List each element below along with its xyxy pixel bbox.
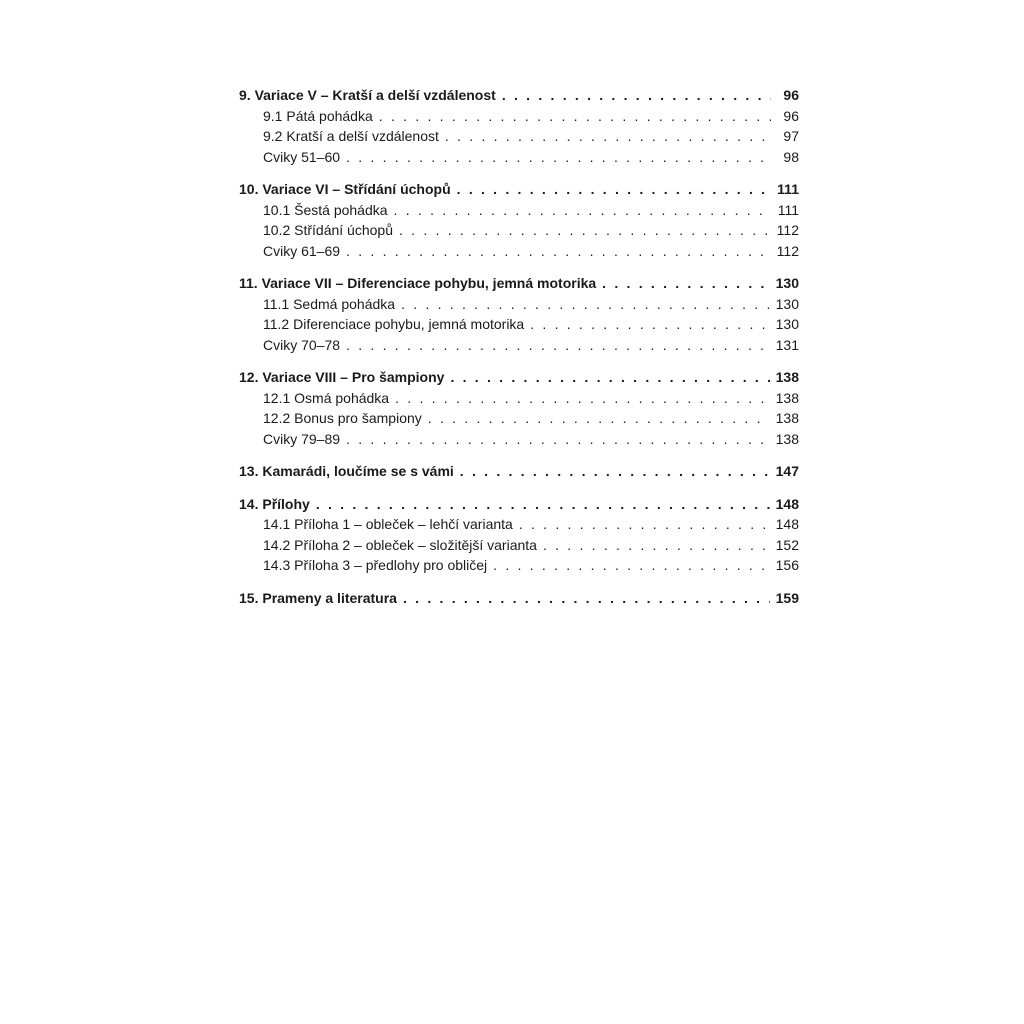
toc-chapter-title: 11. Variace VII – Diferenciace pohybu, jemná motorika [239,275,597,291]
toc-subsection-row[interactable] [239,314,799,335]
toc-chapter-title: 9. Variace V – Kratší a delší vzdálenost [239,87,496,103]
toc-chapter-row[interactable] [239,461,799,482]
toc-page-number: 130 [775,275,799,291]
dot-leader [543,535,770,556]
toc-chapter-title: 10. Variace VI – Střídání úchopů [239,181,451,197]
toc-page-number: 111 [777,181,799,197]
dot-leader [530,314,769,335]
toc-chapter-title: 12. Variace VIII – Pro šampiony [239,369,445,385]
toc-subsection-row[interactable] [239,388,799,409]
toc-section [239,367,799,449]
toc-page-number: 130 [775,316,799,332]
dot-leader [399,220,771,241]
toc-subsection-title: Cviky 51–60 [263,148,341,165]
toc-page-number: 97 [783,128,799,144]
dot-leader [346,241,771,262]
toc-subsection-title: 12.2 Bonus pro šampiony [263,410,422,426]
toc-page-number: 96 [783,107,799,124]
toc-subsection-title: 9.1 Pátá pohádka [263,107,373,124]
toc-subsection-row[interactable] [239,535,799,556]
dot-leader [403,588,770,609]
toc-chapter-row[interactable] [239,367,799,388]
toc-page-number: 159 [775,589,799,606]
toc-page-number: 147 [775,463,799,479]
table-of-contents [239,85,799,620]
dot-leader [395,388,770,409]
toc-subsection-title: 11.1 Sedmá pohádka [263,295,396,312]
toc-page-number: 138 [775,369,799,385]
dot-leader [316,494,770,515]
toc-page-number: 152 [775,536,799,553]
toc-subsection-row[interactable] [239,335,799,356]
toc-page-number: 138 [775,410,799,426]
toc-subsection-title: 14.2 Příloha 2 – obleček – složitější varianta [263,536,537,553]
toc-page-number: 131 [775,336,799,353]
toc-chapter-row[interactable] [239,179,799,200]
dot-leader [502,85,771,106]
dot-leader [460,461,770,482]
toc-chapter-title: 14. Přílohy [239,495,310,512]
toc-page-number: 98 [783,148,799,165]
dot-leader [346,147,771,168]
toc-subsection-row[interactable] [239,514,799,535]
toc-subsection-title: 10.1 Šestá pohádka [263,201,388,218]
toc-subsection-row[interactable] [239,200,799,221]
toc-chapter-row[interactable] [239,273,799,294]
dot-leader [394,200,771,221]
toc-subsection-title: 14.3 Příloha 3 – předlohy pro obličej [263,557,488,573]
toc-subsection-row[interactable] [239,555,799,576]
toc-subsection-row[interactable] [239,126,799,147]
toc-chapter-title: 13. Kamarádi, loučíme se s vámi [239,463,454,479]
dot-leader [450,367,769,388]
dot-leader [519,514,770,535]
toc-page-number: 138 [775,389,799,406]
toc-subsection-row[interactable] [239,220,799,241]
dot-leader [346,335,770,356]
toc-chapter-row[interactable] [239,494,799,515]
toc-section [239,85,799,167]
toc-subsection-row[interactable] [239,429,799,450]
toc-subsection-title: 14.1 Příloha 1 – obleček – lehčí varianta [263,516,513,532]
toc-section [239,179,799,261]
toc-subsection-title: 9.2 Kratší a delší vzdálenost [263,128,439,144]
toc-section [239,588,799,609]
toc-page-number: 138 [775,430,799,447]
toc-section [239,273,799,355]
toc-page-number: 112 [776,242,799,259]
toc-subsection-row[interactable] [239,294,799,315]
toc-subsection-row[interactable] [239,241,799,262]
toc-page-number: 111 [777,201,799,218]
toc-page-number: 148 [775,516,799,532]
toc-page-number: 96 [783,87,799,103]
dot-leader [379,106,771,127]
dot-leader [493,555,769,576]
dot-leader [445,126,771,147]
toc-chapter-row[interactable] [239,85,799,106]
toc-subsection-title: Cviky 79–89 [263,430,341,447]
toc-subsection-title: 12.1 Osmá pohádka [263,389,390,406]
toc-subsection-title: 11.2 Diferenciace pohybu, jemná motorika [263,316,525,332]
toc-subsection-row[interactable] [239,408,799,429]
dot-leader [346,429,770,450]
toc-page-number: 148 [775,495,799,512]
toc-subsection-title: 10.2 Střídání úchopů [263,222,393,238]
toc-page-number: 156 [775,557,799,573]
toc-section [239,494,799,576]
toc-page-number: 112 [776,222,799,238]
toc-page-number: 130 [775,295,799,312]
toc-chapter-row[interactable] [239,588,799,609]
dot-leader [401,294,770,315]
toc-section [239,461,799,482]
toc-chapter-title: 15. Prameny a literatura [239,589,397,606]
dot-leader [602,273,769,294]
toc-subsection-title: Cviky 70–78 [263,336,341,353]
toc-subsection-row[interactable] [239,147,799,168]
toc-subsection-row[interactable] [239,106,799,127]
dot-leader [457,179,771,200]
dot-leader [428,408,770,429]
toc-subsection-title: Cviky 61–69 [263,242,341,259]
